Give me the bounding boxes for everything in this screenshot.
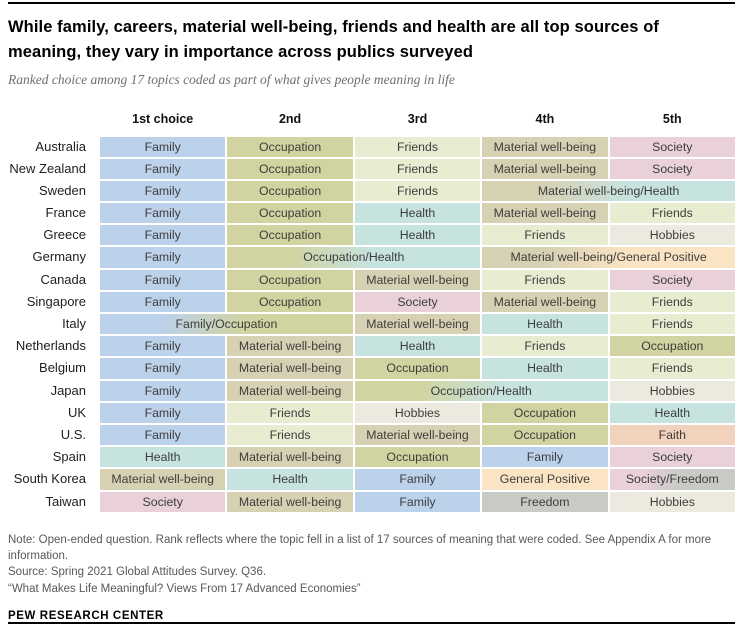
rank-cell: Material well-being [482,203,607,223]
rank-cell: Material well-being [227,492,352,512]
rank-cell: Material well-being [100,469,225,489]
rank-cell: Society [355,292,480,312]
rank-cell: Occupation [227,137,352,157]
rank-cell: Friends [355,137,480,157]
rank-cell: Material well-being [227,447,352,467]
column-header-2nd: 2nd [278,111,302,126]
rank-cell: Occupation [610,336,735,356]
rank-cell: Friends [610,314,735,334]
rank-cell: Friends [482,270,607,290]
column-header-3rd: 3rd [407,111,428,126]
column-header-1st: 1st choice [132,111,194,126]
ranking-grid [8,137,735,512]
country-label: Greece [43,227,86,243]
column-headers [8,112,735,126]
country-label: Taiwan [45,493,86,509]
rank-cell: Material well-being [482,159,607,179]
rank-cell: Society/Freedom [610,469,735,489]
rank-cell: Friends [227,403,352,423]
column-header-5th: 5th [662,111,682,126]
country-label: Japan [50,382,86,398]
rank-cell: Occupation [482,425,607,445]
rank-cell: Family [100,336,225,356]
footer [8,532,735,622]
country-label: Italy [62,316,86,331]
rank-cell: Occupation [227,159,352,179]
rank-cell: Health [482,314,607,334]
rank-cell: Family [100,381,225,401]
rank-cell: Material well-being [482,137,607,157]
bottom-rule [8,622,735,624]
country-label: Sweden [39,182,86,198]
country-label: Canada [40,271,86,287]
rank-cell: Family [100,358,225,378]
rank-cell: Material well-being [227,381,352,401]
rank-cell: Friends [482,336,607,356]
rank-cell: Material well-being [227,336,352,356]
rank-cell: Family [100,203,225,223]
rank-cell: Occupation [227,181,352,201]
country-column-spacer [8,112,98,126]
rank-cell: Material well-being [227,358,352,378]
rank-cell: Friends [610,203,735,223]
country-label: France [45,205,86,221]
country-label: New Zealand [9,160,86,176]
page-title: While family, careers, material well-being, friends and health are all top sources of meaning, they vary in importance across publics surveyed [8,18,659,61]
country-label: Spain [52,449,86,465]
rank-cell: Family [355,492,480,512]
rank-cell: Friends [610,358,735,378]
rank-cell: Health [227,469,352,489]
chart-page [0,2,743,622]
country-label: Australia [35,138,86,154]
rank-cell: Health [355,336,480,356]
rank-cell: Family [100,181,225,201]
rank-cell: General Positive [482,469,607,489]
rank-cell: Material well-being [482,292,607,312]
country-label: U.S. [60,426,86,442]
rank-cell: Society [100,492,225,512]
rank-cell: Family [100,403,225,423]
rank-cell: Hobbies [610,492,735,512]
report-title-line: “What Makes Life Meaningful? Views From 17 Advanced Economies” [8,582,361,595]
rank-cell: Material well-being [355,425,480,445]
top-rule [8,2,735,4]
country-label: UK [67,404,86,420]
rank-cell: Occupation [227,225,352,245]
source-line: Source: Spring 2021 Global Attitudes Survey. Q36. [8,566,267,579]
rank-cell: Friends [227,425,352,445]
rank-cell: Occupation/Health [355,381,608,401]
rank-cell: Society [610,270,735,290]
rank-cell: Family [100,159,225,179]
column-header-4th: 4th [535,111,555,126]
rank-cell: Society [610,447,735,467]
rank-cell: Occupation [227,203,352,223]
rank-cell: Occupation [482,403,607,423]
rank-cell: Family [482,447,607,467]
rank-cell: Material well-being/General Positive [482,247,735,267]
footnote: Note: Open-ended question. Rank reflects where the topic fell in a list of 17 sources of meaning that were coded. See Appendix A for more information. [8,533,712,563]
rank-cell: Hobbies [355,403,480,423]
rank-cell: Health [610,403,735,423]
rank-cell: Friends [355,181,480,201]
country-label: Netherlands [15,338,86,354]
rank-cell: Friends [610,292,735,312]
rank-cell: Family [355,469,480,489]
rank-cell: Material well-being [355,270,480,290]
rank-cell: Occupation [227,270,352,290]
country-label: Singapore [26,293,86,309]
country-label: Belgium [39,360,86,376]
rank-cell: Family [100,270,225,290]
rank-cell: Freedom [482,492,607,512]
rank-cell: Occupation [227,292,352,312]
rank-cell: Family [100,137,225,157]
brand-wordmark: PEW RESEARCH CENTER [8,610,164,622]
rank-cell: Health [355,203,480,223]
rank-cell: Occupation/Health [227,247,480,267]
rank-cell: Family [100,247,225,267]
rank-cell: Society [610,137,735,157]
rank-cell: Health [482,358,607,378]
rank-cell: Hobbies [610,225,735,245]
rank-cell: Health [355,225,480,245]
rank-cell: Family/Occupation [100,314,353,334]
rank-cell: Family [100,292,225,312]
rank-cell: Material well-being [355,314,480,334]
rank-cell: Society [610,159,735,179]
rank-cell: Family [100,225,225,245]
country-label: South Korea [13,471,86,487]
rank-cell: Health [100,447,225,467]
rank-cell: Family [100,425,225,445]
rank-cell: Hobbies [610,381,735,401]
rank-cell: Occupation [355,447,480,467]
rank-cell: Friends [355,159,480,179]
page-subtitle: Ranked choice among 17 topics coded as part of what gives people meaning in life [8,71,455,87]
rank-cell: Occupation [355,358,480,378]
country-label: Germany [32,249,86,265]
rank-cell: Faith [610,425,735,445]
rank-cell: Material well-being/Health [482,181,735,201]
rank-cell: Friends [482,225,607,245]
